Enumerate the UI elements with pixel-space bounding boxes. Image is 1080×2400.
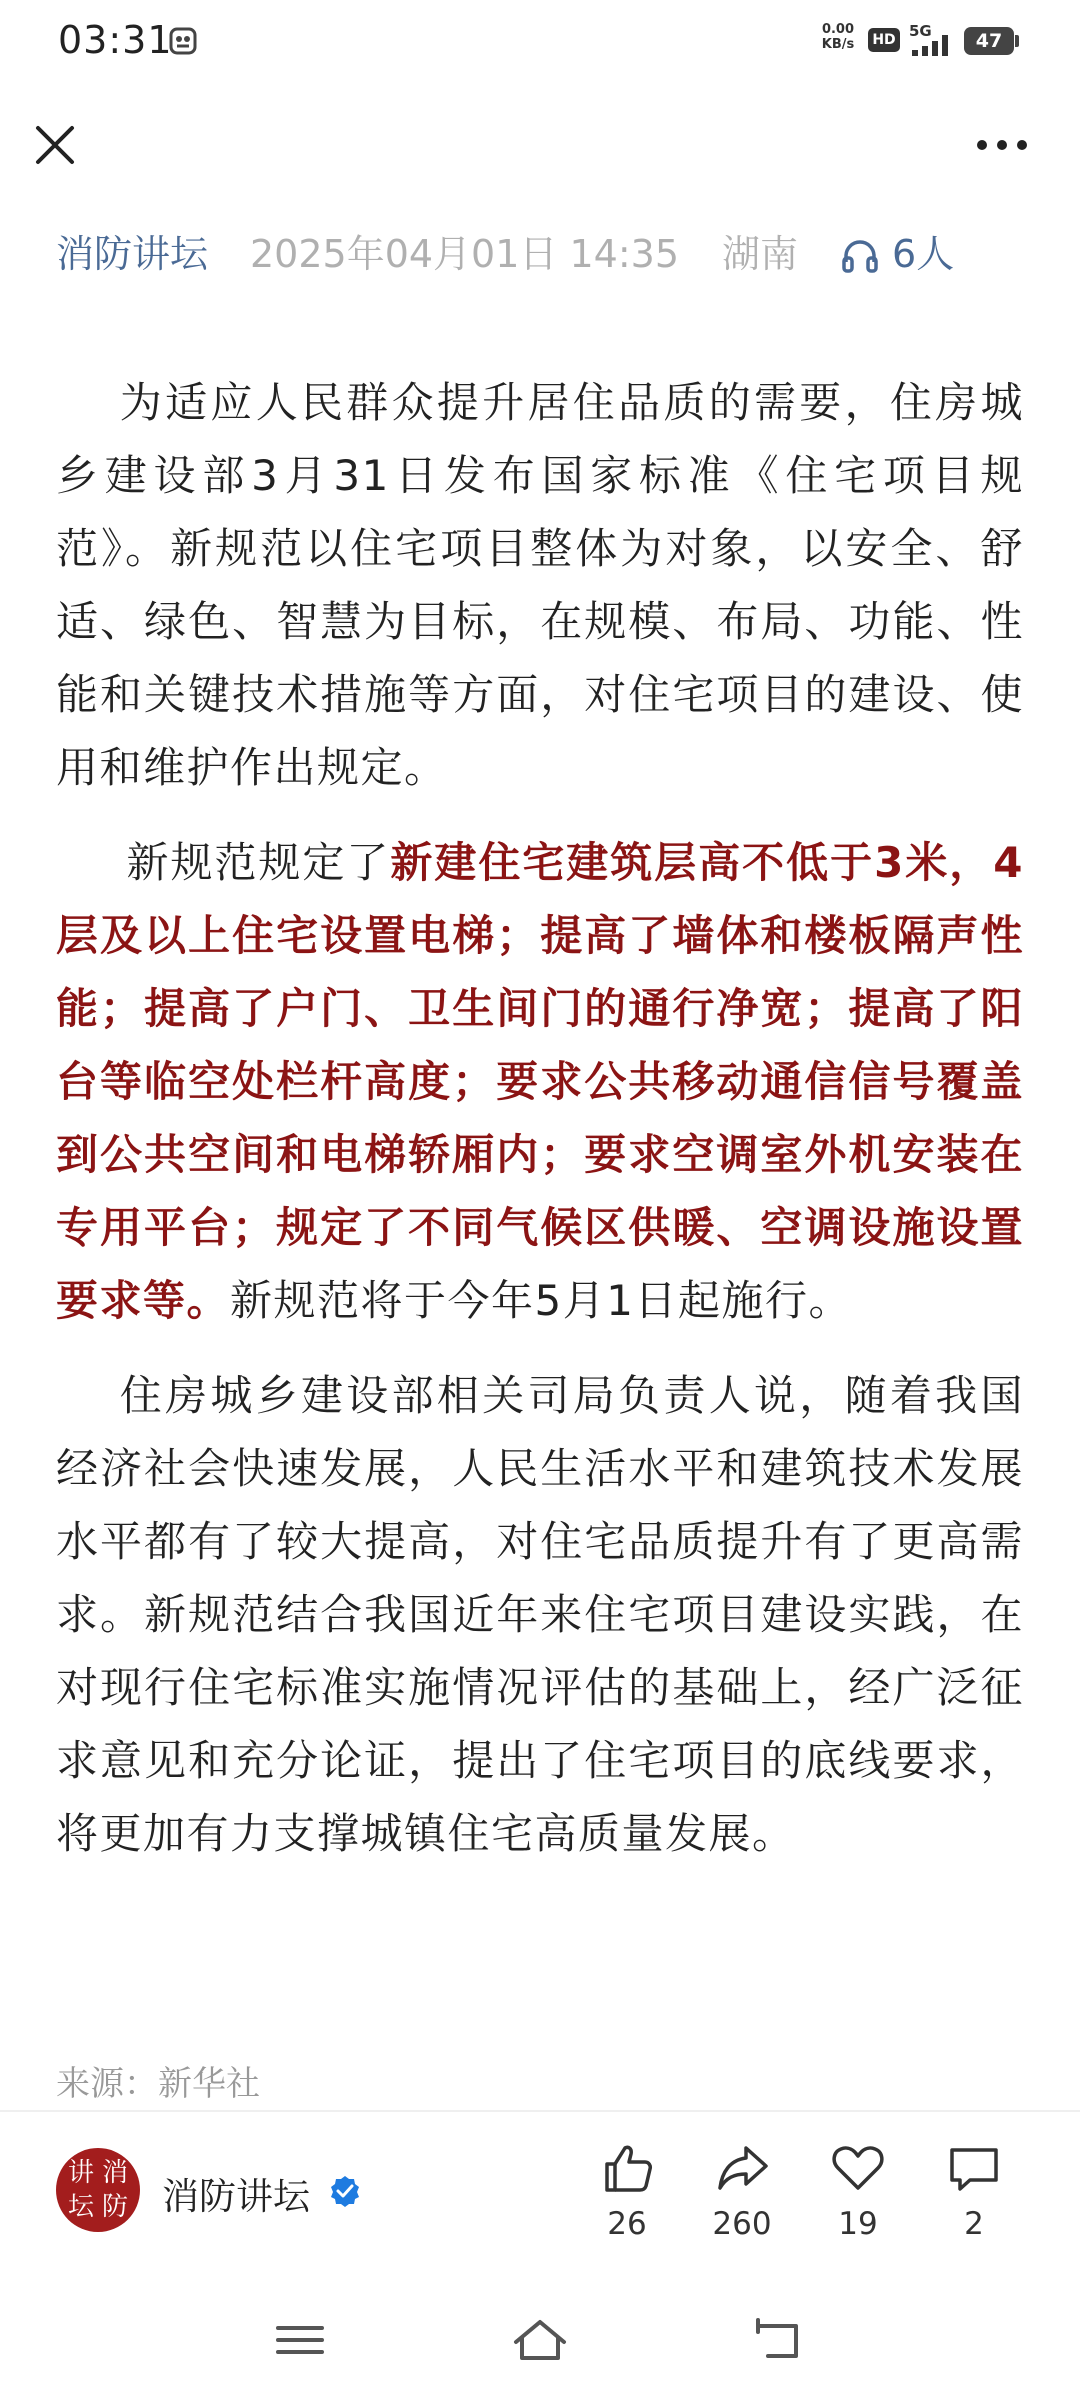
battery-icon: 47 xyxy=(964,27,1014,55)
notification-app-icon xyxy=(168,26,198,56)
region-label: 湖南 xyxy=(722,232,799,276)
top-nav xyxy=(0,100,1080,200)
comment-count: 2 xyxy=(964,2206,984,2242)
headphones-icon[interactable] xyxy=(840,236,880,276)
hd-badge: HD xyxy=(868,28,900,52)
comment-icon xyxy=(946,2140,1002,2196)
network-speed: 0.00 KB/s xyxy=(821,22,855,52)
recent-apps-icon[interactable] xyxy=(268,2310,332,2370)
heart-icon xyxy=(830,2140,886,2196)
share-count: 260 xyxy=(712,2206,772,2242)
avatar-seal: 讲 消 坛 防 xyxy=(67,2158,128,2222)
like-count: 26 xyxy=(607,2206,647,2242)
signal-icon xyxy=(908,24,958,58)
author-link[interactable]: 消防讲坛 xyxy=(56,232,209,276)
paragraph-2-tail: 新规范将于今年5月1日起施行。 xyxy=(230,1276,852,1325)
system-nav-bar xyxy=(0,2280,1080,2400)
home-icon[interactable] xyxy=(508,2310,572,2370)
paragraph-2-highlight: 新建住宅建筑层高不低于3米，4层及以上住宅设置电梯；提高了墙体和楼板隔声性能；提高了户门、卫生间门的通行净宽；提高了阳台等临空处栏杆高度；要求公共移动通信信号覆盖到公共空间和电梯轿厢内；要求空调室外机安装在专用平台；规定了不同气候区供暖、空调设施设置要求等。 xyxy=(56,838,1024,1325)
more-dots-icon[interactable] xyxy=(972,120,1032,170)
comment-button[interactable] xyxy=(929,2140,1019,2242)
favorite-button[interactable] xyxy=(813,2140,903,2242)
paragraph-2 xyxy=(56,826,1024,1337)
status-time: 03:31 xyxy=(58,18,173,62)
like-button[interactable] xyxy=(582,2140,672,2242)
avatar[interactable] xyxy=(56,2148,140,2232)
paragraph-3: 住房城乡建设部相关司局负责人说，随着我国经济社会快速发展，人民生活水平和建筑技术发展水平都有了较大提高，对住宅品质提升有了更高需求。新规范结合我国近年来住宅项目建设实践，在对现行住宅标准实施情况评估的基础上，经广泛征求意见和充分论证，提出了住宅项目的底线要求，将更加有力支撑城镇住宅高质量发展。 xyxy=(56,1371,1024,1858)
network-type-label: 5G xyxy=(909,22,932,40)
article-meta xyxy=(56,226,1056,282)
article-body xyxy=(56,366,1024,1870)
verified-check-icon xyxy=(328,2174,362,2208)
interaction-bar xyxy=(0,2112,1080,2262)
close-icon[interactable] xyxy=(30,120,80,170)
back-icon[interactable] xyxy=(746,2310,810,2370)
listen-count[interactable]: 6人 xyxy=(892,232,955,276)
publish-date: 2025年04月01日 14:35 xyxy=(250,232,680,276)
paragraph-1: 为适应人民群众提升居住品质的需要，住房城乡建设部3月31日发布国家标准《住宅项目规范》。新规范以住宅项目整体为对象，以安全、舒适、绿色、智慧为目标，在规模、布局、功能、性能和关键技术措施等方面，对住宅项目的建设、使用和维护作出规定。 xyxy=(56,378,1024,792)
thumbs-up-icon xyxy=(599,2140,655,2196)
favorite-count: 19 xyxy=(838,2206,878,2242)
share-button[interactable] xyxy=(697,2140,787,2242)
channel-name[interactable]: 消防讲坛 xyxy=(162,2175,310,2218)
battery-tip xyxy=(1015,35,1019,47)
share-icon xyxy=(714,2140,770,2196)
article-source: 来源：新华社 xyxy=(56,2064,260,2104)
status-bar xyxy=(0,0,1080,84)
paragraph-2-lead: 新规范规定了 xyxy=(126,838,391,887)
